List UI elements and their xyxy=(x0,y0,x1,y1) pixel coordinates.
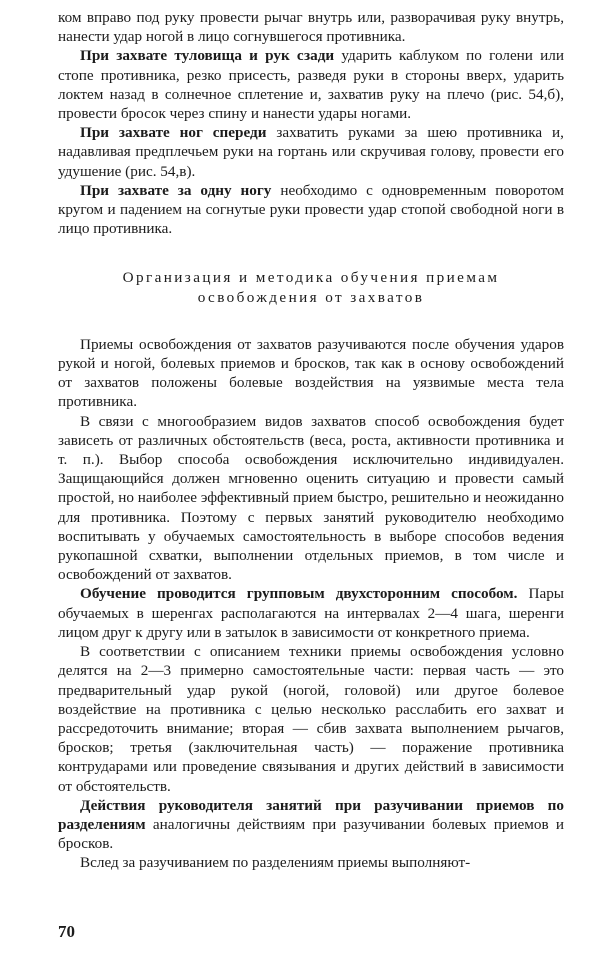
torso-grab-term: При захвате туловища и рук сзади xyxy=(80,47,335,65)
section-paragraph-2: В связи с многообразием видов захватов способ освобождения будет зависеть от различных обстоятельств (веса, роста, активности противника и т. п.). Выбор способа освобождения исключительно индивидуален. Защищающийся должен мгновенно оценить ситуацию и провести самый простой, но наиболее эффективный прием быстро, решительно и неожиданно для противника. Поэтому с первых занятий руководителю необходимо воспитывать у обучаемых самостоятельность в выборе способов ведения рукопашной схватки, выполнении отдельных приемов, в том числе и освобождений от захватов. xyxy=(58,412,564,584)
group-method-term: Обучение проводится групповым двухсторонним способом. xyxy=(80,585,518,603)
legs-grab-paragraph xyxy=(58,123,564,181)
section-paragraph-3 xyxy=(58,584,564,642)
one-leg-grab-term: При захвате за одну ногу xyxy=(80,181,272,199)
page-number: 70 xyxy=(58,922,75,941)
one-leg-grab-paragraph xyxy=(58,181,564,239)
legs-grab-term: При захвате ног спереди xyxy=(80,124,267,142)
group-method-text: Пары обучаемых в шеренгах располагаются на интервалах 2—4 шага, шеренги лицом друг к другу или в затылок в зависимости от конкретного приема. xyxy=(58,585,564,641)
section-heading-line-2: освобождения от захватов xyxy=(197,288,425,306)
section-paragraph-6: Вслед за разучиванием по разделениям приемы выполняют- xyxy=(80,854,471,872)
torso-grab-paragraph xyxy=(58,46,564,123)
instructor-actions-term: Действия руководителя занятий при разучивании приемов по разделениям xyxy=(58,796,564,833)
section-paragraph-5 xyxy=(58,796,564,854)
instructor-actions-text: аналогичны действиям при разучивании болевых приемов и бросков. xyxy=(58,815,564,853)
section-heading xyxy=(58,268,564,306)
legs-grab-text: захватить руками за шею противника и, надавливая предплечьем руки на гортань или скручивая голову, провести его удушение (рис. 54,в). xyxy=(58,124,564,180)
section-heading-line-1: Организация и методика обучения приемам xyxy=(122,269,500,287)
continuation-paragraph: ком вправо под руку провести рычаг внутрь или, разворачивая руку внутрь, нанести удар ногой в лицо согнувшегося противника. xyxy=(58,9,564,46)
one-leg-grab-text: необходимо с одновременным поворотом кругом и падением на согнутые руки провести удар стопой свободной ноги в лицо противника. xyxy=(58,181,564,238)
section-paragraph-4: В соответствии с описанием техники приемы освобождения условно делятся на 2—3 примерно самостоятельные части: первая часть — это предварительный удар рукой (ногой, головой) или другое болевое воздействие на противника с целью несколько расслабить его захват и рассредоточить внимание; вторая — сбив захвата выполнением рычагов, бросков; третья (заключительная часть) — поражение противника контрударами или проведение связывания и других действий в зависимости от обстоятельств. xyxy=(58,643,564,795)
torso-grab-text: ударить каблуком по голени или стопе противника, резко присесть, разведя руки в стороны вверх, ударить локтем назад в солнечное сплетение и, захватив руку на плечо (рис. 54,б), провести бросок через спину и нанести удары ногами. xyxy=(58,47,564,123)
section-paragraph-1: Приемы освобождения от захватов разучиваются после обучения ударов рукой и ногой, болевых приемов и бросков, так как в основу освобождений от захватов положены болевые воздействия на уязвимые места тела противника. xyxy=(58,335,564,411)
page-text xyxy=(58,8,564,873)
